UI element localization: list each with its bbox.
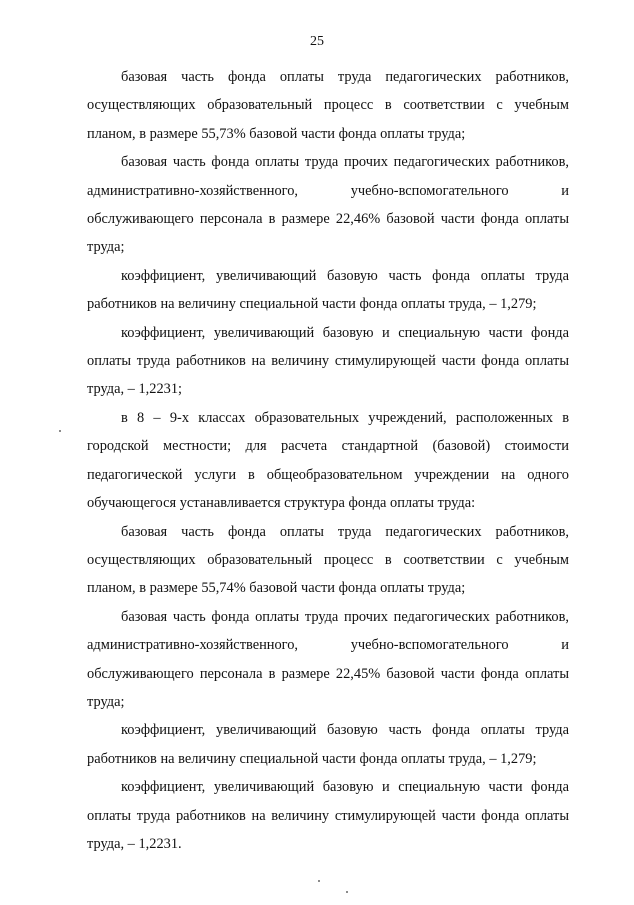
scan-speck <box>59 430 61 432</box>
scan-speck <box>318 880 320 882</box>
paragraph-3: коэффициент, увеличивающий базовую часть фонда оплаты труда работников на величину специальной части фонда оплаты труда, – 1,279; <box>87 267 569 313</box>
page-number: 25 <box>310 34 324 49</box>
paragraph-2: базовая часть фонда оплаты труда прочих педагогических работников, административно-хозяйственного, учебно-вспомогательного и обслуживающего персонала в размере 22,46% базовой части фонда оплаты труда; <box>87 154 569 256</box>
document-body <box>87 63 569 858</box>
paragraph-1: базовая часть фонда оплаты труда педагогических работников, осуществляющих образовательный процесс в соответствии с учебным планом, в размере 55,73% базовой части фонда оплаты труда; <box>87 69 569 142</box>
paragraph-9: коэффициент, увеличивающий базовую и специальную части фонда оплаты труда работников на величину стимулирующей части фонда оплаты труда, – 1,2231. <box>87 779 569 852</box>
paragraph-5: в 8 – 9-х классах образовательных учреждений, расположенных в городской местности; для расчета стандартной (базовой) стоимости педагогической услуги в общеобразовательном учреждении на одного обучающегося устанавливается структура фонда оплаты труда: <box>87 409 569 512</box>
scan-speck <box>346 891 348 893</box>
paragraph-4: коэффициент, увеличивающий базовую и специальную части фонда оплаты труда работников на величину стимулирующей части фонда оплаты труда, – 1,2231; <box>87 324 569 398</box>
paragraph-7: базовая часть фонда оплаты труда прочих педагогических работников, административно-хозяйственного, учебно-вспомогательного и обслуживающего персонала в размере 22,45% базовой части фонда оплаты труда; <box>87 608 569 710</box>
paragraph-6: базовая часть фонда оплаты труда педагогических работников, осуществляющих образовательный процесс в соответствии с учебным планом, в размере 55,74% базовой части фонда оплаты труда; <box>87 523 569 597</box>
paragraph-8: коэффициент, увеличивающий базовую часть фонда оплаты труда работников на величину специальной части фонда оплаты труда, – 1,279; <box>87 722 569 767</box>
